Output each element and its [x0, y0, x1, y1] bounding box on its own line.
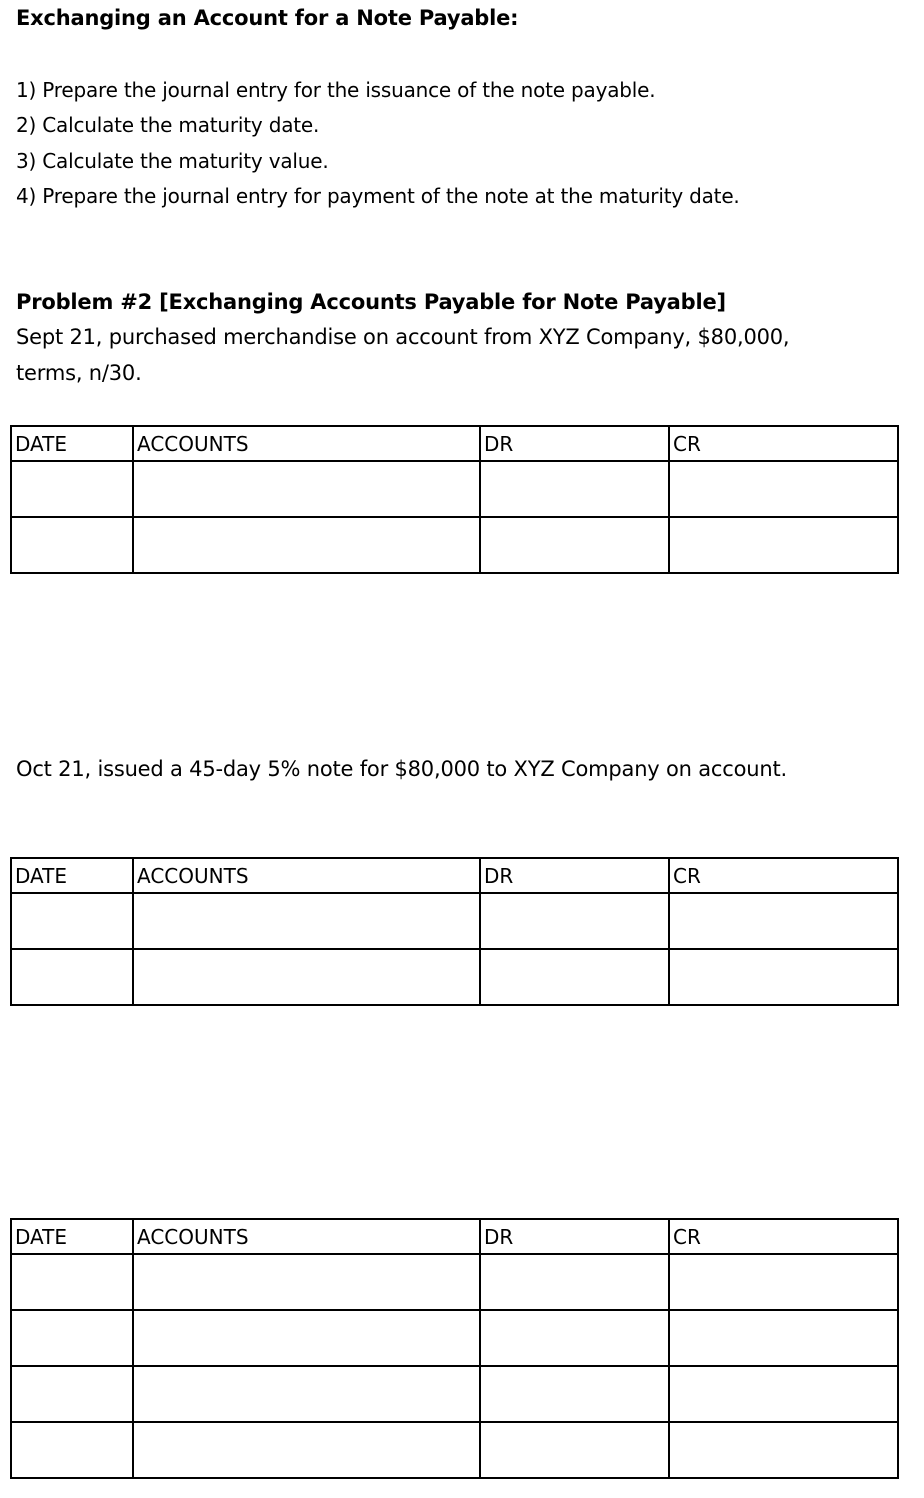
date-cell[interactable]	[11, 893, 133, 949]
accounts-header: ACCOUNTS	[133, 858, 480, 893]
dr-cell[interactable]	[480, 893, 669, 949]
journal-header-row	[11, 858, 898, 893]
page-title: Exchanging an Account for a Note Payable:	[16, 6, 519, 30]
problem-line-2: terms, n/30.	[16, 361, 142, 385]
accounts-cell[interactable]	[133, 893, 480, 949]
accounts-cell[interactable]	[133, 1366, 480, 1422]
journal-table-2	[10, 857, 899, 1006]
dr-cell[interactable]	[480, 1422, 669, 1478]
date-cell[interactable]	[11, 461, 133, 517]
cr-cell[interactable]	[669, 1366, 898, 1422]
journal-row	[11, 461, 898, 517]
journal-row	[11, 1366, 898, 1422]
journal-header-row	[11, 426, 898, 461]
dr-header: DR	[480, 858, 669, 893]
date-cell[interactable]	[11, 1310, 133, 1366]
accounts-header: ACCOUNTS	[133, 426, 480, 461]
accounts-cell[interactable]	[133, 1254, 480, 1310]
journal-row	[11, 1254, 898, 1310]
journal-row	[11, 893, 898, 949]
dr-header: DR	[480, 1219, 669, 1254]
cr-cell[interactable]	[669, 461, 898, 517]
cr-cell[interactable]	[669, 1254, 898, 1310]
second-transaction: Oct 21, issued a 45-day 5% note for $80,000 to XYZ Company on account.	[16, 757, 787, 781]
accounts-header: ACCOUNTS	[133, 1219, 480, 1254]
instruction-1: 1) Prepare the journal entry for the issuance of the note payable.	[16, 78, 656, 102]
cr-cell[interactable]	[669, 949, 898, 1005]
cr-cell[interactable]	[669, 1422, 898, 1478]
problem-line-1: Sept 21, purchased merchandise on account from XYZ Company, $80,000,	[16, 325, 790, 349]
journal-header-row	[11, 1219, 898, 1254]
date-header: DATE	[11, 1219, 133, 1254]
journal-row	[11, 1422, 898, 1478]
date-header: DATE	[11, 858, 133, 893]
dr-cell[interactable]	[480, 461, 669, 517]
cr-header: CR	[669, 1219, 898, 1254]
accounts-cell[interactable]	[133, 1310, 480, 1366]
cr-header: CR	[669, 426, 898, 461]
date-cell[interactable]	[11, 1254, 133, 1310]
cr-cell[interactable]	[669, 517, 898, 573]
dr-cell[interactable]	[480, 1310, 669, 1366]
date-cell[interactable]	[11, 949, 133, 1005]
accounts-cell[interactable]	[133, 461, 480, 517]
date-cell[interactable]	[11, 517, 133, 573]
date-cell[interactable]	[11, 1422, 133, 1478]
journal-row	[11, 517, 898, 573]
journal-table-3	[10, 1218, 899, 1479]
dr-header: DR	[480, 426, 669, 461]
dr-cell[interactable]	[480, 517, 669, 573]
journal-table-1	[10, 425, 899, 574]
instruction-4: 4) Prepare the journal entry for payment of the note at the maturity date.	[16, 184, 740, 208]
journal-row	[11, 1310, 898, 1366]
cr-cell[interactable]	[669, 893, 898, 949]
instruction-2: 2) Calculate the maturity date.	[16, 113, 320, 137]
accounts-cell[interactable]	[133, 517, 480, 573]
accounts-cell[interactable]	[133, 1422, 480, 1478]
date-cell[interactable]	[11, 1366, 133, 1422]
dr-cell[interactable]	[480, 949, 669, 1005]
dr-cell[interactable]	[480, 1366, 669, 1422]
dr-cell[interactable]	[480, 1254, 669, 1310]
accounts-cell[interactable]	[133, 949, 480, 1005]
problem-heading: Problem #2 [Exchanging Accounts Payable for Note Payable]	[16, 290, 726, 314]
date-header: DATE	[11, 426, 133, 461]
instruction-3: 3) Calculate the maturity value.	[16, 149, 329, 173]
cr-cell[interactable]	[669, 1310, 898, 1366]
journal-row	[11, 949, 898, 1005]
cr-header: CR	[669, 858, 898, 893]
